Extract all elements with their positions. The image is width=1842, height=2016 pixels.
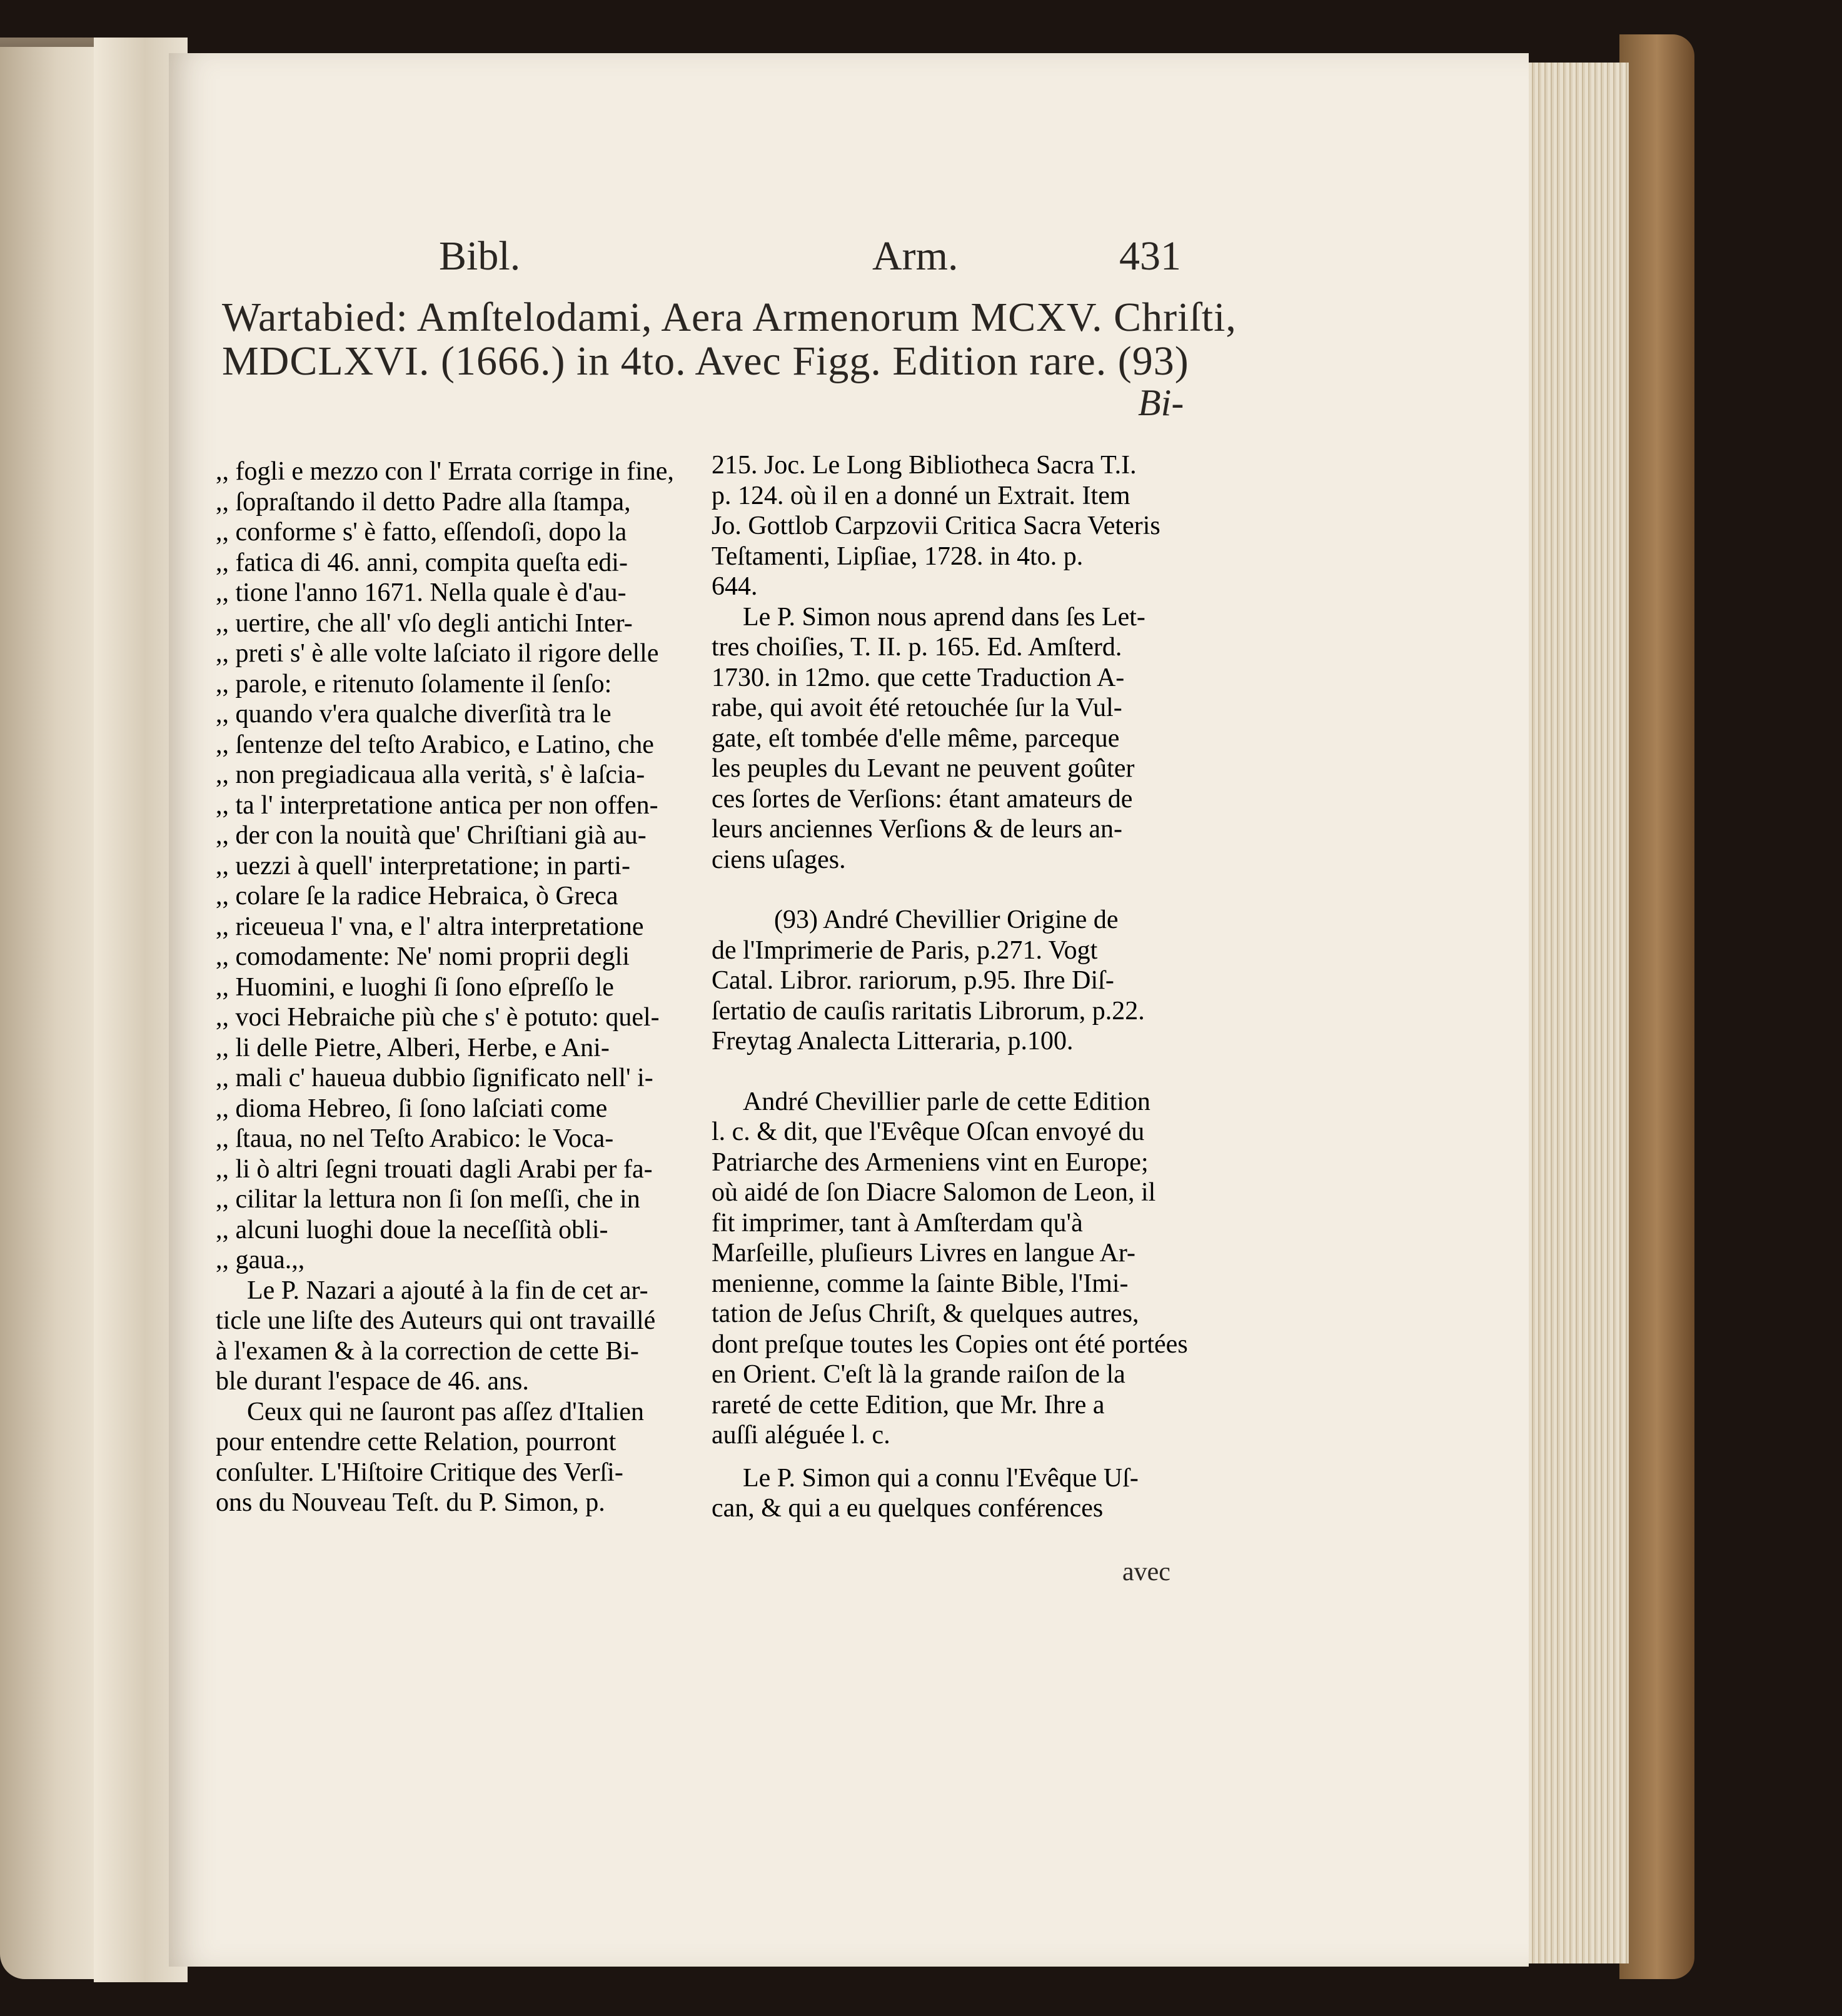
left-line: ,, colare ſe la radice Hebraica, ò Greca: [216, 882, 618, 910]
left-line: ble durant l'espace de 46. ans.: [216, 1367, 529, 1396]
left-column: [216, 456, 700, 1518]
running-head-left: Bibl.: [439, 233, 521, 279]
right-line: Le P. Simon qui a connu l'Evêque Uſ-: [743, 1463, 1139, 1493]
page-catchword: avec: [1122, 1558, 1170, 1586]
right-line: Jo. Gottlob Carpzovii Critica Sacra Veteris: [712, 512, 1160, 540]
right-line: Catal. Libror. rariorum, p.95. Ihre Diſ-: [712, 966, 1114, 995]
right-column: [712, 450, 1194, 1524]
left-line: à l'examen & à la correction de cette Bi-: [216, 1336, 639, 1366]
left-line: Le P. Nazari a ajouté à la fin de cet ar-: [247, 1276, 648, 1305]
left-line: ticle une liſte des Auteurs qui ont travaillé: [216, 1306, 656, 1335]
left-line: ,, non pregiadicaua alla verità, s' è laſcia-: [216, 760, 645, 789]
right-line: menienne, comme la ſainte Bible, l'Imi-: [712, 1269, 1129, 1298]
right-line: André Chevillier parle de cette Edition: [743, 1087, 1150, 1116]
left-line: ,, der con la nouità que' Chriſtiani già au-: [216, 821, 647, 850]
left-line: ,, quando v'era qualche diverſità tra le: [216, 700, 611, 728]
page-number: 431: [1119, 233, 1181, 279]
right-line: leurs anciennes Verſions & de leurs an-: [712, 815, 1123, 844]
right-line: gate, eſt tombée d'elle même, parceque: [712, 723, 1120, 753]
page-edges: [1516, 63, 1629, 1963]
right-line: ſertatio de cauſis raritatis Librorum, p.22.: [712, 996, 1145, 1026]
left-line: ,, cilitar la lettura non ſi ſon meſſi, che in: [216, 1185, 640, 1214]
left-line: ons du Nouveau Teſt. du P. Simon, p.: [216, 1488, 605, 1517]
left-line: ,, parole, e ritenuto ſolamente il ſenſo:: [216, 669, 612, 698]
left-line: ,, conforme s' è fatto, eſſendoſi, dopo la: [216, 518, 627, 547]
left-line: ,, alcuni luoghi doue la neceſſità obli-: [216, 1215, 608, 1244]
right-line: Marſeille, pluſieurs Livres en langue Ar-: [712, 1239, 1135, 1268]
left-line: ,, ſopraſtando il detto Padre alla ſtampa,: [216, 487, 631, 517]
title-line-1: Wartabied: Amſtelodami, Aera Armenorum MCXV. Chriſti,: [222, 295, 1237, 340]
right-line: de l'Imprimerie de Paris, p.271. Vogt: [712, 935, 1098, 965]
right-line: 215. Joc. Le Long Bibliotheca Sacra T.I.: [712, 451, 1137, 480]
right-line: rabe, qui avoit été retouchée ſur la Vul-: [712, 693, 1122, 722]
paragraph-gap: [712, 1057, 1194, 1087]
left-line: ,, gaua.,,: [216, 1246, 305, 1274]
left-line: ,, dioma Hebreo, ſi ſono laſciati come: [216, 1094, 608, 1123]
left-line: ,, voci Hebraiche più che s' è potuto: quel-: [216, 1003, 660, 1032]
right-line: tation de Jeſus Chriſt, & quelques autres,: [712, 1299, 1139, 1328]
facing-page-edge: [0, 47, 103, 1979]
left-line: ,, fogli e mezzo con l' Errata corrige in fine,: [216, 457, 674, 486]
left-line: ,, ſentenze del teſto Arabico, e Latino, che: [216, 730, 654, 759]
right-line: les peuples du Levant ne peuvent goûter: [712, 754, 1135, 783]
left-line: ,, ſtaua, no nel Teſto Arabico: le Voca-: [216, 1124, 614, 1153]
left-line: conſulter. L'Hiſtoire Critique des Verſi-: [216, 1458, 623, 1487]
right-line: Freytag Analecta Litteraria, p.100.: [712, 1027, 1074, 1056]
left-line: ,, li ò altri ſegni trouati dagli Arabi per fa-: [216, 1154, 653, 1184]
left-line: ,, Huomini, e luoghi ſi ſono eſpreſſo le: [216, 972, 614, 1002]
paragraph-gap: [712, 875, 1194, 905]
right-line: 1730. in 12mo. que cette Traduction A-: [712, 663, 1125, 692]
right-line: ces ſortes de Verſions: étant amateurs de: [712, 784, 1133, 814]
right-line: en Orient. C'eſt là la grande raiſon de la: [712, 1360, 1125, 1389]
left-line: ,, riceueua l' vna, e l' altra interpretatione: [216, 912, 644, 941]
left-line: ,, li delle Pietre, Alberi, Herbe, e Ani-: [216, 1033, 610, 1062]
left-line: ,, tione l'anno 1671. Nella quale è d'au-: [216, 578, 627, 607]
right-line: can, & qui a eu quelques conférences: [712, 1494, 1104, 1523]
right-line: 644.: [712, 572, 758, 601]
left-line: ,, preti s' è alle volte laſciato il rigore delle: [216, 639, 659, 668]
right-line: tres choiſies, T. II. p. 165. Ed. Amſterd.: [712, 633, 1122, 662]
right-line: Patriarche des Armeniens vint en Europe;: [712, 1147, 1149, 1177]
left-line: pour entendre cette Relation, pourront: [216, 1428, 617, 1456]
paragraph-gap: [712, 1451, 1194, 1463]
left-line: ,, mali c' haueua dubbio ſignificato nell' i-: [216, 1064, 653, 1092]
right-line: Le P. Simon nous aprend dans ſes Let-: [743, 602, 1145, 632]
right-line: fit imprimer, tant à Amſterdam qu'à: [712, 1208, 1083, 1237]
left-line: ,, uertire, che all' vſo degli antichi Inter-: [216, 608, 633, 638]
title-catchword: Bi-: [1138, 382, 1184, 423]
book-cover-edge: [1619, 34, 1694, 1979]
title-line-2: MDCLXVI. (1666.) in 4to. Avec Figg. Edition rare. (93): [222, 338, 1189, 384]
left-line: Ceux qui ne ſauront pas aſſez d'Italien: [247, 1397, 645, 1426]
right-line: rareté de cette Edition, que Mr. Ihre a: [712, 1390, 1105, 1419]
right-line: ciens uſages.: [712, 845, 846, 874]
running-head-center: Arm.: [872, 233, 959, 279]
right-line: auſſi aléguée l. c.: [712, 1421, 890, 1449]
left-line: ,, ta l' interpretatione antica per non offen-: [216, 790, 658, 820]
right-line: l. c. & dit, que l'Evêque Oſcan envoyé du: [712, 1117, 1145, 1146]
right-line: dont preſque toutes les Copies ont été portées: [712, 1329, 1188, 1359]
right-line: où aidé de ſon Diacre Salomon de Leon, il: [712, 1178, 1156, 1207]
left-line: ,, comodamente: Ne' nomi proprii degli: [216, 942, 630, 971]
right-line: (93) André Chevillier Origine de: [774, 905, 1119, 934]
right-line: Teſtamenti, Lipſiae, 1728. in 4to. p.: [712, 542, 1084, 571]
right-line: p. 124. où il en a donné un Extrait. Item: [712, 481, 1130, 510]
left-line: ,, uezzi à quell' interpretatione; in parti-: [216, 851, 630, 880]
left-line: ,, fatica di 46. anni, compita queſta edi-: [216, 548, 628, 577]
